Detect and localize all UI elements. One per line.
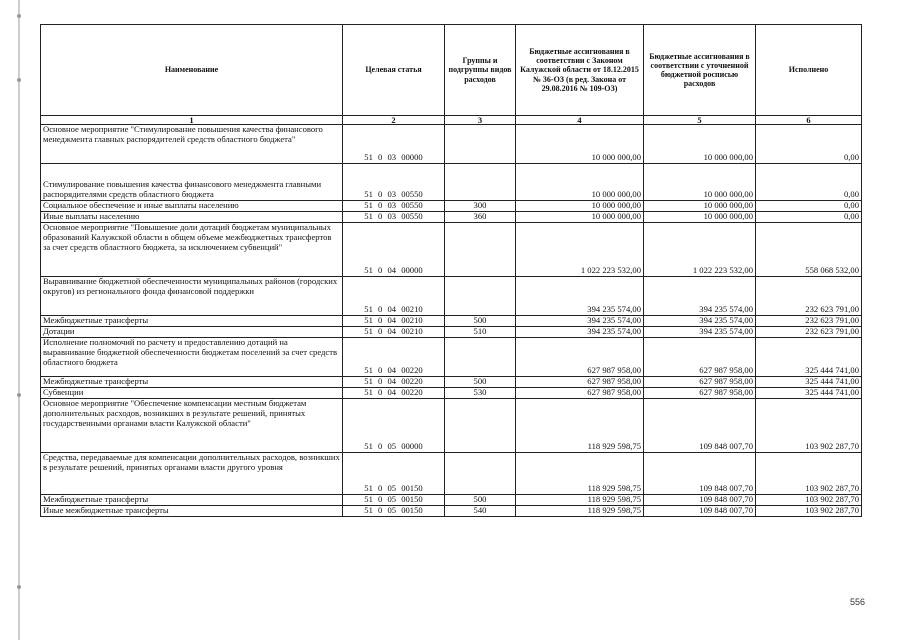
header-name: Наименование [41,25,343,116]
row-law-allocation: 627 987 958,00 [516,377,644,388]
row-target-article: 51 0 04 00210 [343,277,445,316]
row-refined-allocation: 109 848 007,70 [644,453,756,495]
table-row [41,212,862,223]
row-executed: 103 902 287,70 [756,399,862,453]
header-refined-allocations: Бюджетные ассигнования в соответствии с уточненной бюджетной росписью расходов [644,25,756,116]
scan-mark-dot [17,585,21,589]
row-expense-group [445,453,516,495]
row-law-allocation: 10 000 000,00 [516,201,644,212]
row-expense-group: 540 [445,506,516,517]
row-law-allocation: 394 235 574,00 [516,316,644,327]
row-target-article: 51 0 04 00220 [343,338,445,377]
row-name: Стимулирование повышения качества финансового менеджмента главными распорядителями средств областного бюджета [41,164,343,201]
row-target-article: 51 0 03 00550 [343,212,445,223]
row-target-article: 51 0 04 00220 [343,388,445,399]
row-name: Межбюджетные трансферты [41,377,343,388]
row-refined-allocation: 10 000 000,00 [644,212,756,223]
row-refined-allocation: 1 022 223 532,00 [644,223,756,277]
row-executed: 103 902 287,70 [756,495,862,506]
table-row [41,453,862,495]
row-law-allocation: 118 929 598,75 [516,506,644,517]
row-target-article: 51 0 04 00220 [343,377,445,388]
row-expense-group [445,277,516,316]
row-executed: 0,00 [756,201,862,212]
row-expense-group [445,125,516,164]
column-number-row [41,116,862,125]
table-row [41,201,862,212]
row-refined-allocation: 10 000 000,00 [644,164,756,201]
row-executed: 232 623 791,00 [756,327,862,338]
row-refined-allocation: 10 000 000,00 [644,125,756,164]
row-law-allocation: 118 929 598,75 [516,495,644,506]
row-law-allocation: 394 235 574,00 [516,277,644,316]
row-target-article: 51 0 03 00000 [343,125,445,164]
table-row [41,495,862,506]
column-number: 3 [445,116,516,125]
header-law-allocations: Бюджетные ассигнования в соответствии с Законом Калужской области от 18.12.2015 № 36-ОЗ (в ред. Закона от 29.08.2016 № 109-ОЗ) [516,25,644,116]
row-law-allocation: 394 235 574,00 [516,327,644,338]
table-row [41,316,862,327]
row-refined-allocation: 109 848 007,70 [644,495,756,506]
row-refined-allocation: 394 235 574,00 [644,316,756,327]
row-executed: 103 902 287,70 [756,453,862,495]
column-number: 1 [41,116,343,125]
row-executed: 558 068 532,00 [756,223,862,277]
header-executed: Исполнено [756,25,862,116]
table-row [41,399,862,453]
row-executed: 325 444 741,00 [756,338,862,377]
row-target-article: 51 0 04 00210 [343,327,445,338]
row-expense-group: 360 [445,212,516,223]
row-name: Основное мероприятие "Стимулирование повышения качества финансового менеджмента главных распорядителей средств областного бюджета" [41,125,343,164]
row-executed: 0,00 [756,212,862,223]
row-expense-group: 500 [445,495,516,506]
row-target-article: 51 0 03 00550 [343,164,445,201]
row-name: Выравнивание бюджетной обеспеченности муниципальных районов (городских округов) из регионального фонда финансовой поддержки [41,277,343,316]
row-refined-allocation: 109 848 007,70 [644,399,756,453]
row-refined-allocation: 10 000 000,00 [644,201,756,212]
column-number: 2 [343,116,445,125]
column-number: 6 [756,116,862,125]
table-row [41,377,862,388]
row-law-allocation: 118 929 598,75 [516,453,644,495]
scan-mark-dot [17,14,21,18]
row-target-article: 51 0 05 00150 [343,453,445,495]
row-name: Основное мероприятие "Обеспечение компенсации местным бюджетам дополнительных расходов, возникших в результате решений, принятых государственными органами власти Калужской области" [41,399,343,453]
row-law-allocation: 118 929 598,75 [516,399,644,453]
table-row [41,223,862,277]
row-name: Иные выплаты населению [41,212,343,223]
row-executed: 232 623 791,00 [756,277,862,316]
row-executed: 325 444 741,00 [756,377,862,388]
table-row [41,506,862,517]
header-target-article: Целевая статья [343,25,445,116]
budget-table [40,24,862,517]
row-name: Иные межбюджетные трансферты [41,506,343,517]
row-expense-group: 300 [445,201,516,212]
row-expense-group [445,164,516,201]
column-number: 5 [644,116,756,125]
table-header-row [41,25,862,116]
row-refined-allocation: 109 848 007,70 [644,506,756,517]
row-law-allocation: 10 000 000,00 [516,212,644,223]
row-name: Межбюджетные трансферты [41,495,343,506]
row-refined-allocation: 394 235 574,00 [644,327,756,338]
row-name: Основное мероприятие "Повышение доли дотаций бюджетам муниципальных образований Калужской области в общем объеме межбюджетных трансфертов за счет средств областного бюджета, за исключением субвенций" [41,223,343,277]
row-refined-allocation: 627 987 958,00 [644,338,756,377]
row-executed: 0,00 [756,164,862,201]
row-expense-group [445,338,516,377]
row-law-allocation: 10 000 000,00 [516,164,644,201]
row-target-article: 51 0 05 00150 [343,495,445,506]
row-law-allocation: 1 022 223 532,00 [516,223,644,277]
row-target-article: 51 0 05 00150 [343,506,445,517]
row-name: Субвенции [41,388,343,399]
row-law-allocation: 10 000 000,00 [516,125,644,164]
column-number: 4 [516,116,644,125]
table-row [41,277,862,316]
row-target-article: 51 0 04 00210 [343,316,445,327]
page-number: 556 [849,597,865,607]
scan-mark-dot [17,78,21,82]
row-refined-allocation: 627 987 958,00 [644,388,756,399]
row-refined-allocation: 627 987 958,00 [644,377,756,388]
row-expense-group: 510 [445,327,516,338]
row-executed: 103 902 287,70 [756,506,862,517]
row-target-article: 51 0 04 00000 [343,223,445,277]
table-row [41,388,862,399]
row-expense-group [445,223,516,277]
row-target-article: 51 0 05 00000 [343,399,445,453]
row-expense-group: 500 [445,316,516,327]
row-target-article: 51 0 03 00550 [343,201,445,212]
row-expense-group [445,399,516,453]
row-expense-group: 530 [445,388,516,399]
row-executed: 325 444 741,00 [756,388,862,399]
row-executed: 232 623 791,00 [756,316,862,327]
table-row [41,338,862,377]
row-law-allocation: 627 987 958,00 [516,338,644,377]
table-row [41,164,862,201]
scan-mark-dot [17,393,21,397]
row-name: Межбюджетные трансферты [41,316,343,327]
row-executed: 0,00 [756,125,862,164]
row-name: Дотации [41,327,343,338]
row-refined-allocation: 394 235 574,00 [644,277,756,316]
table-row [41,327,862,338]
scan-edge-line [18,0,20,640]
row-name: Социальное обеспечение и иные выплаты населению [41,201,343,212]
table-row [41,125,862,164]
row-expense-group: 500 [445,377,516,388]
header-expense-groups: Группы и подгруппы видов расходов [445,25,516,116]
row-name: Исполнение полномочий по расчету и предоставлению дотаций на выравнивание бюджетной обеспеченности бюджетам поселений за счет средств областного бюджета [41,338,343,377]
row-law-allocation: 627 987 958,00 [516,388,644,399]
row-name: Средства, передаваемые для компенсации дополнительных расходов, возникших в результате решений, принятых органами власти другого уровня [41,453,343,495]
